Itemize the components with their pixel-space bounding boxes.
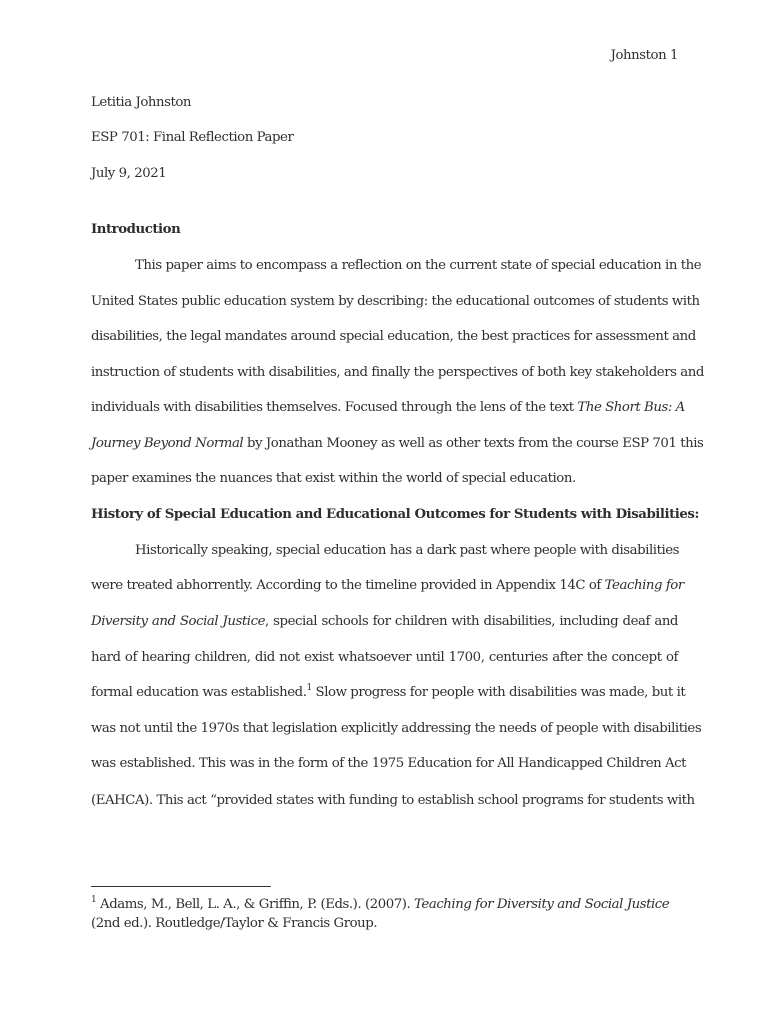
book-title: Diversity and Social Justice [91,614,266,629]
footnote-ref[interactable]: 1 [306,683,312,693]
text-run: were treated abhorrently. According to the timeline provided in Appendix 14C of [91,578,605,593]
paragraph-line: (EAHCA). This act “provided states with funding to establish school programs for students with [91,793,695,808]
running-head: Johnston 1 [610,48,678,63]
text-run: by Jonathan Mooney as well as other texts from the course ESP 701 this [243,436,704,451]
book-title: Journey Beyond Normal [91,436,244,451]
section-heading-introduction: Introduction [91,222,181,237]
course-title: ESP 701: Final Reflection Paper [91,130,294,145]
book-title: The Short Bus: A [577,400,685,415]
paper-date: July 9, 2021 [91,166,167,181]
paragraph-line [91,614,678,630]
paragraph-line [91,400,685,416]
paragraph-line: was established. This was in the form of the 1975 Education for All Handicapped Children Act [91,756,687,771]
author-name: Letitia Johnston [91,95,192,110]
paragraph-line [91,578,684,594]
paragraph-line: United States public education system by describing: the educational outcomes of students with [91,294,700,309]
text-run: individuals with disabilities themselves. Focused through the lens of the text [91,400,578,415]
footnote-line: (2nd ed.). Routledge/Taylor & Francis Group. [91,916,378,931]
paragraph-line: paper examines the nuances that exist within the world of special education. [91,471,576,486]
footnote-number: 1 [91,895,97,905]
paragraph-line: disabilities, the legal mandates around special education, the best practices for assessment and [91,329,696,344]
text-run: Slow progress for people with disabilities was made, but it [311,685,686,700]
footnote-line [91,897,678,913]
paragraph-line [91,436,704,452]
text-run: Adams, M., Bell, L. A., & Griffin, P. (Eds.). (2007). [96,897,415,912]
paragraph-line: This paper aims to encompass a reflection on the current state of special education in the [135,258,702,273]
paragraph-line: hard of hearing children, did not exist whatsoever until 1700, centuries after the concept of [91,650,678,665]
paragraph-line: Historically speaking, special education has a dark past where people with disabilities [135,543,680,558]
text-run: , special schools for children with disabilities, including deaf and [265,614,678,629]
book-title: Teaching for [604,578,684,593]
paragraph-line: was not until the 1970s that legislation explicitly addressing the needs of people with disabilities [91,721,702,736]
book-title: Teaching for Diversity and Social Justice [414,897,670,912]
paragraph-line [91,683,686,701]
footnote-divider [91,886,271,887]
paragraph-line: instruction of students with disabilities, and finally the perspectives of both key stakeholders and [91,365,704,380]
text-run: formal education was established. [91,685,307,700]
section-heading-history: History of Special Education and Educational Outcomes for Students with Disabilities: [91,507,699,522]
